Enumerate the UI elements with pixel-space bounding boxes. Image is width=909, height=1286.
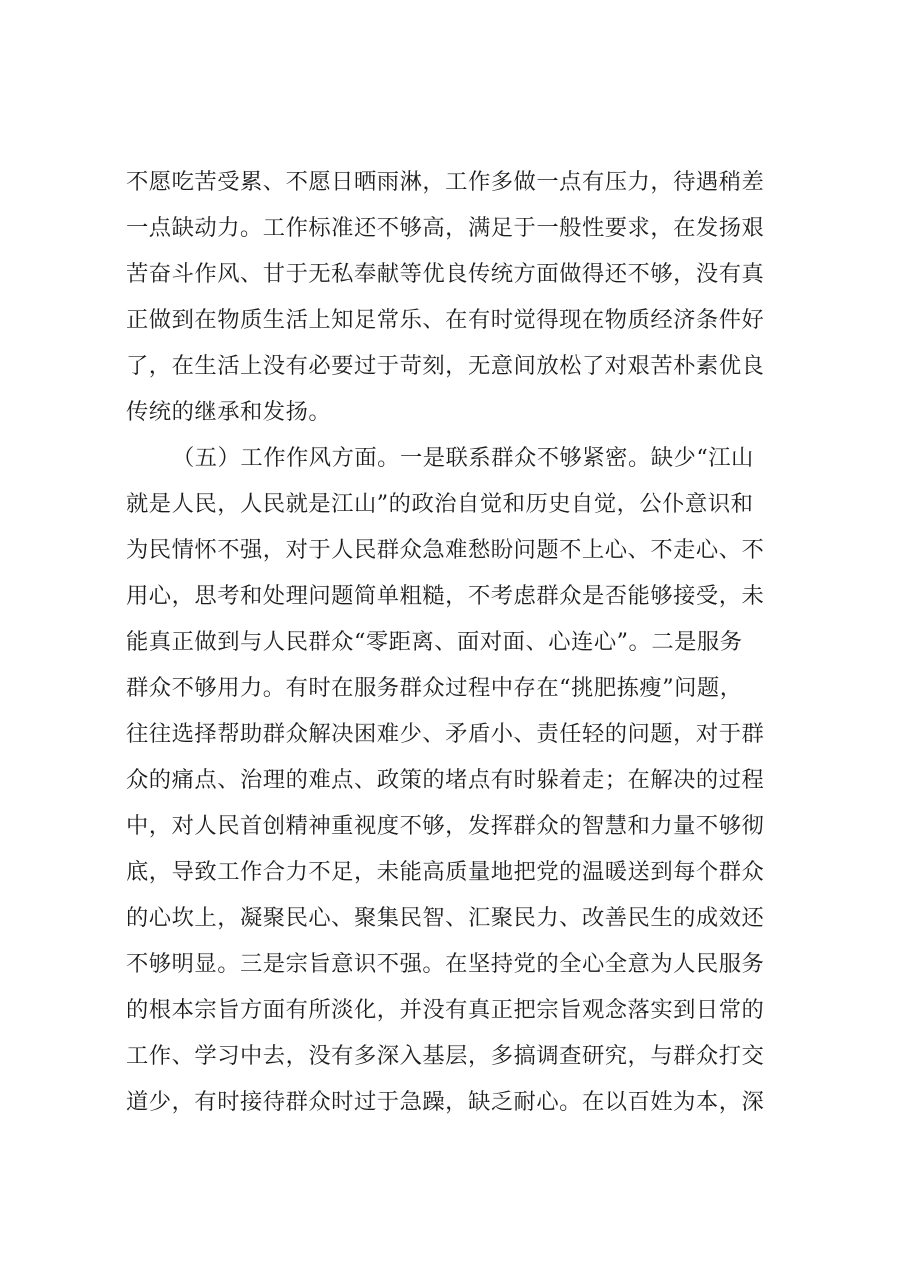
text-line: 为民情怀不强，对于人民群众急难愁盼问题不上心、不走心、不 (126, 537, 765, 563)
text-line: 不够明显。三是宗旨意识不强。在坚持党的全心全意为人民服务 (126, 951, 765, 977)
text-line: 的心坎上，凝聚民心、聚集民智、汇聚民力、改善民生的成效还 (126, 905, 765, 931)
text-line: 群众不够用力。有时在服务群众过程中存在“挑肥拣瘦”问题， (126, 675, 743, 701)
text-line: 苦奋斗作风、甘于无私奉献等优良传统方面做得还不够，没有真 (126, 261, 765, 287)
text-line: 就是人民，人民就是江山”的政治自觉和历史自觉，公仆意识和 (126, 491, 754, 517)
text-line: 不愿吃苦受累、不愿日晒雨淋，工作多做一点有压力，待遇稍差 (126, 169, 765, 195)
text-line: 众的痛点、治理的难点、政策的堵点有时躲着走；在解决的过程 (126, 767, 765, 793)
text-line: 传统的继承和发扬。 (126, 399, 332, 425)
text-line: 能真正做到与人民群众“零距离、面对面、心连心”。二是服务 (126, 629, 743, 655)
text-line: 用心，思考和处理问题简单粗糙，不考虑群众是否能够接受，未 (126, 583, 765, 609)
text-line: 的根本宗旨方面有所淡化，并没有真正把宗旨观念落实到日常的 (126, 997, 765, 1023)
text-line: 往往选择帮助群众解决困难少、矛盾小、责任轻的问题，对于群 (126, 721, 765, 747)
text-line: 了，在生活上没有必要过于苛刻，无意间放松了对艰苦朴素优良 (126, 353, 765, 379)
text-line: 正做到在物质生活上知足常乐、在有时觉得现在物质经济条件好 (126, 307, 765, 333)
text-line: 底，导致工作合力不足，未能高质量地把党的温暖送到每个群众 (126, 859, 765, 885)
text-line: 道少，有时接待群众时过于急躁，缺乏耐心。在以百姓为本，深 (126, 1089, 765, 1115)
section-heading-line: （五）工作作风方面。一是联系群众不够紧密。缺少“江山 (172, 445, 754, 471)
text-line: 一点缺动力。工作标准还不够高，满足于一般性要求，在发扬艰 (126, 215, 765, 241)
text-line: 中，对人民首创精神重视度不够，发挥群众的智慧和力量不够彻 (126, 813, 765, 839)
text-line: 工作、学习中去，没有多深入基层，多搞调查研究，与群众打交 (126, 1043, 765, 1069)
